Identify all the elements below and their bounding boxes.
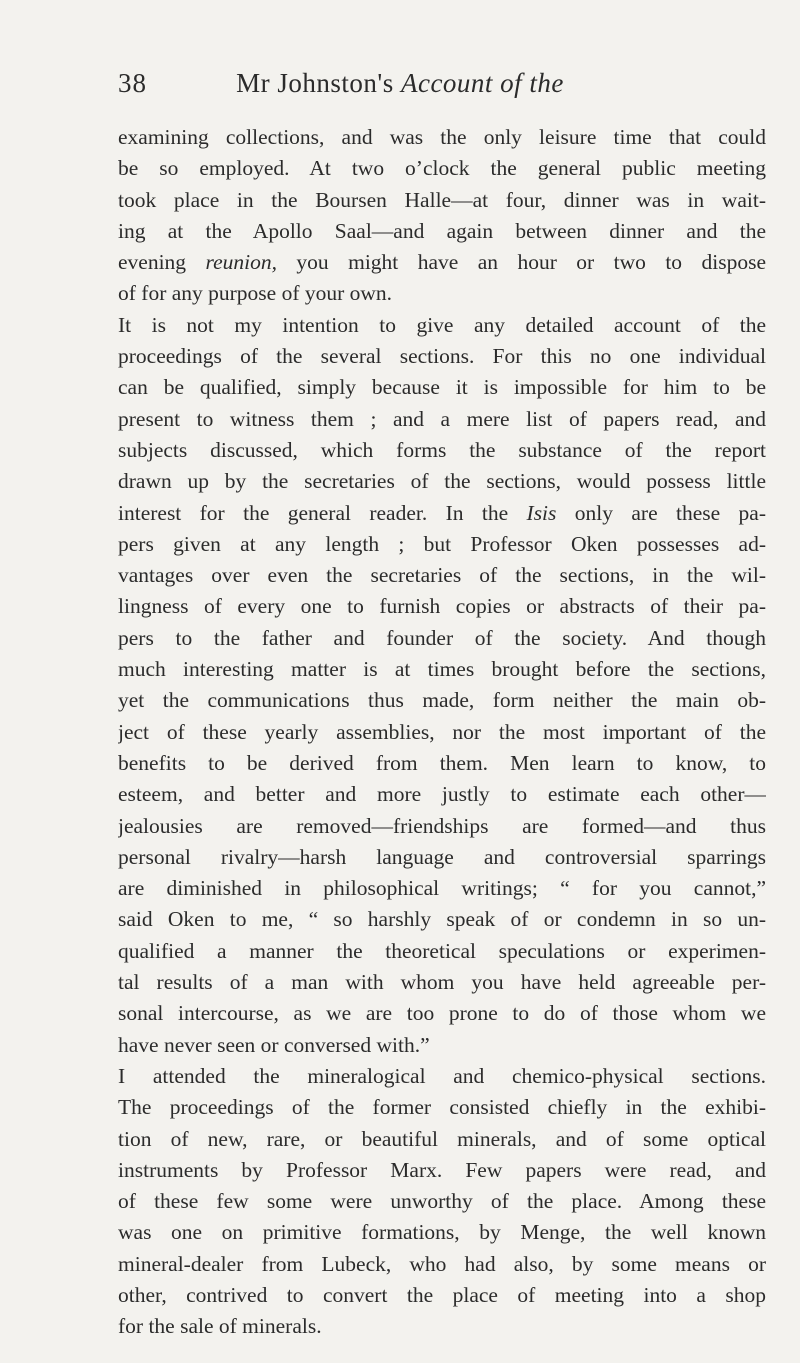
- text-segment: yet the communications thus made, form neither the main ob-: [118, 688, 766, 713]
- text-line: [118, 717, 766, 748]
- text-line: [118, 1280, 766, 1311]
- text-segment: took place in the Boursen Halle—at four, dinner was in wait-: [118, 187, 766, 212]
- text-line: [118, 842, 766, 873]
- text-line: [118, 1124, 766, 1155]
- text-line: [118, 216, 766, 247]
- text-line: [118, 654, 766, 685]
- text-segment: esteem, and better and more justly to estimate each other—: [118, 782, 766, 807]
- text-line: [118, 1061, 766, 1092]
- text-line: [118, 153, 766, 184]
- text-line: [118, 1092, 766, 1123]
- text-segment: tion of new, rare, or beautiful minerals, and of some optical: [118, 1126, 766, 1151]
- text-segment: drawn up by the secretaries of the sections, would possess little: [118, 469, 766, 494]
- text-segment: instruments by Professor Marx. Few papers were read, and: [118, 1157, 766, 1182]
- text-line: [118, 1186, 766, 1217]
- text-line: [118, 1311, 766, 1342]
- text-segment: only are these pa-: [556, 500, 766, 525]
- text-segment: qualified a manner the theoretical speculations or experimen-: [118, 938, 766, 963]
- text-line: [118, 591, 766, 622]
- page-number: 38: [118, 68, 147, 98]
- text-segment: The proceedings of the former consisted chiefly in the exhibi-: [118, 1095, 766, 1120]
- text-segment: said Oken to me, “ so harshly speak of or condemn in so un-: [118, 907, 766, 932]
- text-line: [118, 1249, 766, 1280]
- text-segment: for the sale of minerals.: [118, 1314, 322, 1339]
- text-line: [118, 779, 766, 810]
- text-segment: ject of these yearly assemblies, nor the most important of the: [118, 719, 766, 744]
- text-line: [118, 904, 766, 935]
- text-segment: tal results of a man with whom you have held agreeable per-: [118, 970, 766, 995]
- text-line: [118, 372, 766, 403]
- text-segment: ing at the Apollo Saal—and again between dinner and the: [118, 218, 766, 243]
- text-line: [118, 811, 766, 842]
- text-segment: vantages over even the secretaries of the sections, in the wil-: [118, 563, 766, 588]
- text-line: [118, 435, 766, 466]
- text-line: [118, 998, 766, 1029]
- text-segment: proceedings of the several sections. For this no one individual: [118, 344, 766, 369]
- text-segment: present to witness them ; and a mere list of papers read, and: [118, 406, 766, 431]
- text-segment: subjects discussed, which forms the substance of the report: [118, 437, 766, 462]
- text-segment: sonal intercourse, as we are too prone to do of those whom we: [118, 1001, 766, 1026]
- text-segment: jealousies are removed—friendships are formed—and thus: [118, 813, 766, 838]
- text-line: [118, 310, 766, 341]
- text-line: [118, 529, 766, 560]
- text-line: [118, 1217, 766, 1248]
- text-line: [118, 341, 766, 372]
- text-line: [118, 560, 766, 591]
- text-line: [118, 466, 766, 497]
- text-segment: reunion,: [205, 250, 277, 275]
- running-title-italic: Account of the: [400, 68, 564, 98]
- text-segment: pers given at any length ; but Professor Oken possesses ad-: [118, 531, 766, 556]
- text-line: [118, 1030, 766, 1061]
- text-line: [118, 498, 766, 529]
- text-segment: interest for the general reader. In the: [118, 500, 527, 525]
- text-segment: was one on primitive formations, by Menge, the well known: [118, 1220, 766, 1245]
- text-segment: lingness of every one to furnish copies or abstracts of their pa-: [118, 594, 766, 619]
- text-line: [118, 623, 766, 654]
- text-segment: personal rivalry—harsh language and controversial sparrings: [118, 844, 766, 869]
- text-segment: much interesting matter is at times brought before the sections,: [118, 657, 766, 682]
- text-segment: benefits to be derived from them. Men learn to know, to: [118, 750, 766, 775]
- running-title: [0, 68, 800, 99]
- text-segment: you might have an hour or two to dispose: [276, 250, 766, 275]
- text-line: [118, 247, 766, 278]
- text-segment: other, contrived to convert the place of meeting into a shop: [118, 1282, 766, 1307]
- text-segment: of for any purpose of your own.: [118, 281, 393, 306]
- text-line: [118, 873, 766, 904]
- text-segment: I attended the mineralogical and chemico-physical sections.: [118, 1063, 766, 1088]
- text-line: [118, 185, 766, 216]
- text-segment: can be qualified, simply because it is impossible for him to be: [118, 375, 766, 400]
- text-segment: are diminished in philosophical writings; “ for you cannot,”: [118, 876, 766, 901]
- text-segment: Isis: [526, 500, 557, 525]
- text-line: [118, 404, 766, 435]
- text-segment: pers to the father and founder of the society. And though: [118, 625, 766, 650]
- text-line: [118, 685, 766, 716]
- body-text: [118, 122, 766, 1343]
- text-line: [118, 748, 766, 779]
- text-segment: mineral-dealer from Lubeck, who had also, by some means or: [118, 1251, 766, 1276]
- text-line: [118, 278, 766, 309]
- text-segment: be so employed. At two o’clock the general public meeting: [118, 156, 766, 181]
- text-line: [118, 967, 766, 998]
- text-line: [118, 936, 766, 967]
- text-line: [118, 1155, 766, 1186]
- running-title-plain: Mr Johnston's: [236, 68, 401, 98]
- page-header: [0, 68, 800, 108]
- text-segment: It is not my intention to give any detailed account of the: [118, 312, 766, 337]
- text-line: [118, 122, 766, 153]
- text-segment: of these few some were unworthy of the place. Among these: [118, 1189, 766, 1214]
- text-segment: have never seen or conversed with.”: [118, 1032, 430, 1057]
- text-segment: evening: [118, 250, 206, 275]
- text-segment: examining collections, and was the only leisure time that could: [118, 125, 766, 149]
